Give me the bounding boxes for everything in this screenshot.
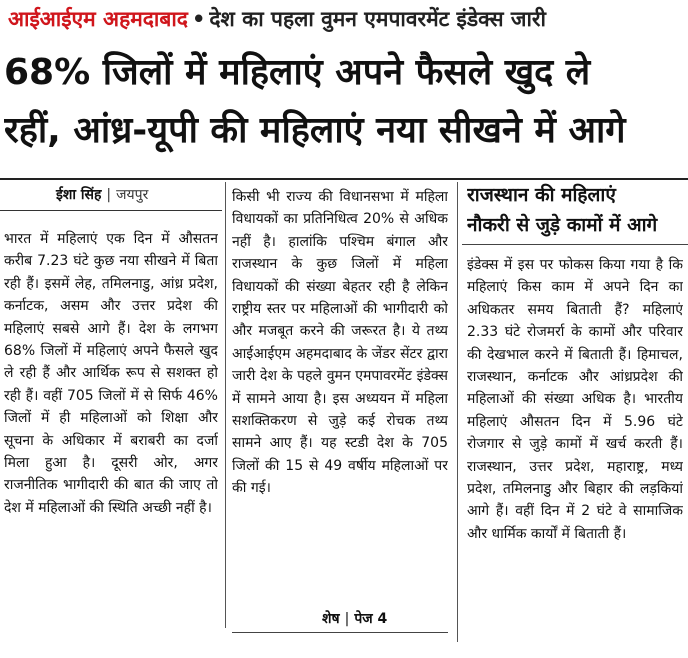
subhead-rule <box>462 244 688 245</box>
headline <box>4 44 684 160</box>
headline-line-1: 68% जिलों में महिलाएं अपने फैसले खुद ले <box>4 52 591 93</box>
subhead-line-2: नौकरी से जुड़े कामों में आगे <box>467 214 658 236</box>
headline-line-2: रहीं, आंध्र-यूपी की महिलाएं नया सीखने में आगे <box>4 110 626 151</box>
article-column-3: इंडेक्स में इस पर फोकस किया गया है कि महिलाएं किस काम में अपने दिन का अधिकतर समय बिताती हैं? महिलाएं 2.33 घंटे रोजमर्रा के कामों और परिवार की देखभाल करने में बिताती हैं। हिमाचल, राजस्थान, कर्नाटक और आंध्रप्रदेश की महिलाओं की संख्या अधिक है। भारतीय महिलाएं औसतन दिन में 5.96 घंटे रोजगार से जुड़े कामों में खर्च करती हैं। राजस्थान, उत्तर प्रदेश, महाराष्ट्र, मध्य प्रदेश, तमिलनाडु और बिहार की लड़कियां आगे हैं। वहीं दिन में 2 घंटे वे सामाजिक और धार्मिक कार्यों में बिताती हैं। <box>467 257 683 542</box>
continuation-note <box>322 608 387 630</box>
column-divider-1 <box>225 182 226 628</box>
byline-city: जयपुर <box>116 187 149 203</box>
footer-rule <box>232 632 448 633</box>
column-divider-2 <box>457 182 458 642</box>
continuation-page: पेज 4 <box>354 611 388 627</box>
byline <box>56 184 148 206</box>
byline-separator: | <box>106 187 112 203</box>
byline-author: ईशा सिंह <box>56 187 102 203</box>
continuation-label: शेष <box>322 611 340 627</box>
subhead-line-1: राजस्थान की महिलाएं <box>467 184 616 206</box>
article-column-2: किसी भी राज्य की विधानसभा में महिला विधायकों का प्रतिनिधित्व 20% से अधिक नहीं है। हालांकि पश्चिम बंगाल और राजस्थान के कुछ जिलों में महिला विधायकों की संख्या बेहतर रही है लेकिन राष्ट्रीय स्तर पर महिलाओं की भागीदारी को और मजबूत करने की जरूरत है। ये तथ्य आईआईएम अहमदाबाद के जेंडर सेंटर द्वारा जारी देश के पहले वुमन एमपावरमेंट इंडेक्स में सामने आया है। इस अध्ययन में महिला सशक्तिकरण से जुड़े कई रोचक तथ्य सामने आए हैं। यह स्टडी देश के 705 जिलों की 15 से 49 वर्षीय महिलाओं पर की गई। <box>232 189 448 497</box>
kicker-bullet: • <box>191 7 206 31</box>
sidebar-subhead <box>467 180 687 240</box>
article-column-1: भारत में महिलाएं एक दिन में औसतन करीब 7.23 घंटे कुछ नया सीखने में बिता रही हैं। इसमें लेह, तमिलनाडु, आंध्र प्रदेश, कर्नाटक, असम और उत्तर प्रदेश की महिलाएं सबसे आगे हैं। देश के लगभग 68% जिलों में महिलाएं अपने फैसले खुद ले रही हैं और आर्थिक रूप से सशक्त हो रही हैं। वहीं 705 जिलों में से सिर्फ 46% जिलों में ही महिलाओं को शिक्षा और सूचना के अधिकार में बराबरी का दर्जा मिला हुआ है। दूसरी ओर, अगर राजनीतिक भागीदारी की बात की जाए तो देश में महिलाओं की स्थिति अच्छी नहीं है। <box>4 231 218 516</box>
byline-rule <box>0 210 222 211</box>
kicker-text: देश का पहला वुमन एमपावरमेंट इंडेक्स जारी <box>209 7 546 31</box>
continuation-separator: | <box>344 611 350 627</box>
kicker-org: आईआईएम अहमदाबाद <box>8 7 188 31</box>
kicker <box>8 4 680 34</box>
